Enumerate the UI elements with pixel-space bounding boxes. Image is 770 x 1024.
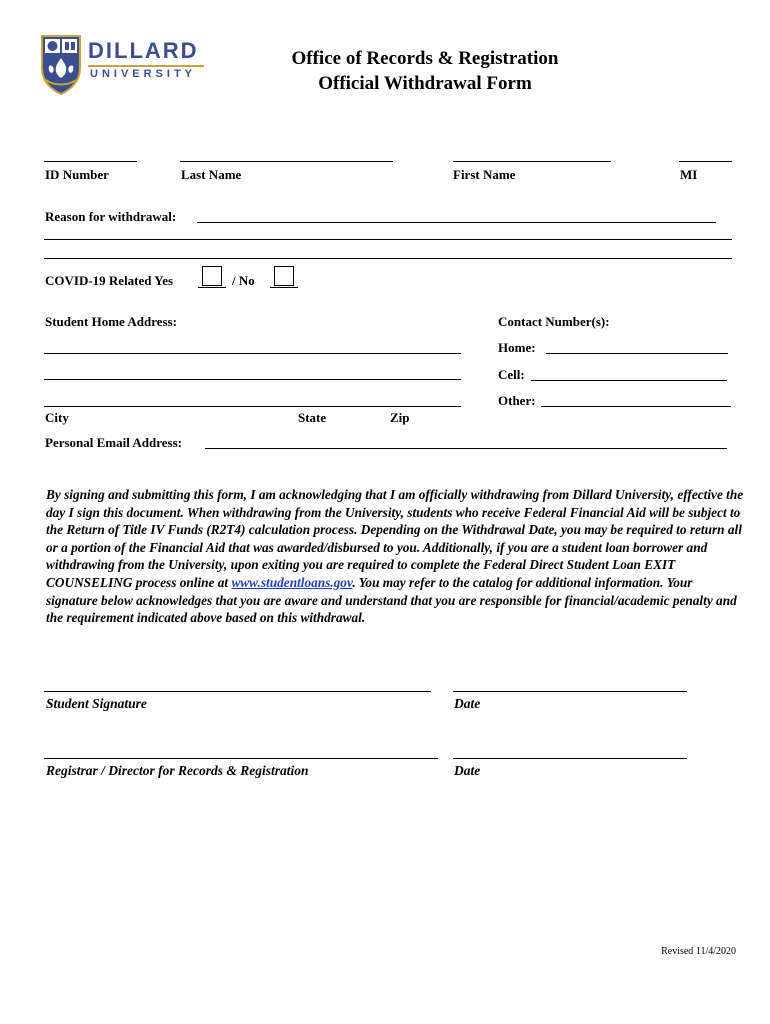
reason-field-line-1[interactable] [197, 222, 716, 223]
first-name-label: First Name [453, 167, 516, 182]
covid-label: COVID-19 Related Yes [45, 273, 174, 288]
cell-phone-field[interactable] [531, 380, 727, 381]
reason-field-line-3[interactable] [44, 258, 732, 259]
university-shield-icon [40, 34, 82, 96]
address-line-3[interactable] [44, 406, 461, 407]
city-label: City [45, 410, 69, 425]
first-name-field[interactable] [453, 161, 611, 162]
dillard-logo [40, 34, 210, 98]
covid-yes-underline [198, 287, 226, 288]
statement-text-2: . You may refer to the catalog for additional information. Your signature below acknowledges that you are aware and understand that you are responsible for financial/academic penalty and the requirement indicated above based on this withdrawal. [46, 574, 737, 626]
logo-subtitle: UNIVERSITY [90, 68, 197, 80]
id-number-label: ID Number [45, 167, 109, 182]
registrar-date-label: Date [454, 763, 481, 778]
office-title: Office of Records & Registration [291, 48, 559, 69]
student-date-line[interactable] [453, 691, 687, 692]
registrar-signature-label: Registrar / Director for Records & Registration [46, 763, 309, 778]
form-title: Official Withdrawal Form [318, 73, 532, 94]
reason-field-line-2[interactable] [44, 239, 732, 240]
last-name-label: Last Name [181, 167, 242, 182]
last-name-field[interactable] [180, 161, 393, 162]
registrar-signature-line[interactable] [44, 758, 438, 759]
other-phone-field[interactable] [541, 406, 731, 407]
covid-no-underline [270, 287, 298, 288]
home-phone-field[interactable] [546, 353, 728, 354]
acknowledgement-statement [46, 486, 746, 627]
revision-date: Revised 11/4/2020 [661, 946, 736, 957]
cell-phone-label: Cell: [498, 367, 525, 382]
reason-label: Reason for withdrawal: [45, 209, 177, 224]
address-line-2[interactable] [44, 379, 461, 380]
covid-no-label: / No [232, 273, 255, 288]
student-signature-line[interactable] [44, 691, 431, 692]
email-field[interactable] [205, 448, 727, 449]
zip-label: Zip [390, 410, 410, 425]
studentloans-link[interactable]: www.studentloans.gov [231, 574, 353, 590]
other-phone-label: Other: [498, 393, 536, 408]
mi-field[interactable] [679, 161, 732, 162]
covid-yes-checkbox[interactable] [202, 266, 222, 286]
registrar-date-line[interactable] [453, 758, 687, 759]
mi-label: MI [680, 167, 698, 182]
logo-wordmark: DILLARD [88, 38, 199, 63]
home-address-label: Student Home Address: [45, 314, 177, 329]
student-signature-label: Student Signature [46, 696, 147, 711]
logo-divider [88, 65, 204, 67]
form-header [230, 46, 620, 96]
email-label: Personal Email Address: [45, 435, 182, 450]
contact-numbers-label: Contact Number(s): [498, 314, 610, 329]
covid-no-checkbox[interactable] [274, 266, 294, 286]
home-phone-label: Home: [498, 340, 536, 355]
state-label: State [298, 410, 327, 425]
statement-text-1: By signing and submitting this form, I am acknowledging that I am officially withdrawing from Dillard University, effective the day I sign this document. When withdrawing from the University, students who receive Federal Financial Aid will be subject to the Return of Title IV Funds (R2T4) calculation process. Depending on the Withdrawal Date, you may be required to return all or a portion of the Financial Aid that was awarded/disbursed to you. Additionally, if you are a student loan borrower and withdrawing from the University, upon exiting you are required to complete the Federal Direct Student Loan EXIT COUNSELING process online at [46, 487, 744, 590]
id-number-field[interactable] [44, 161, 137, 162]
address-line-1[interactable] [44, 353, 461, 354]
student-date-label: Date [454, 696, 481, 711]
